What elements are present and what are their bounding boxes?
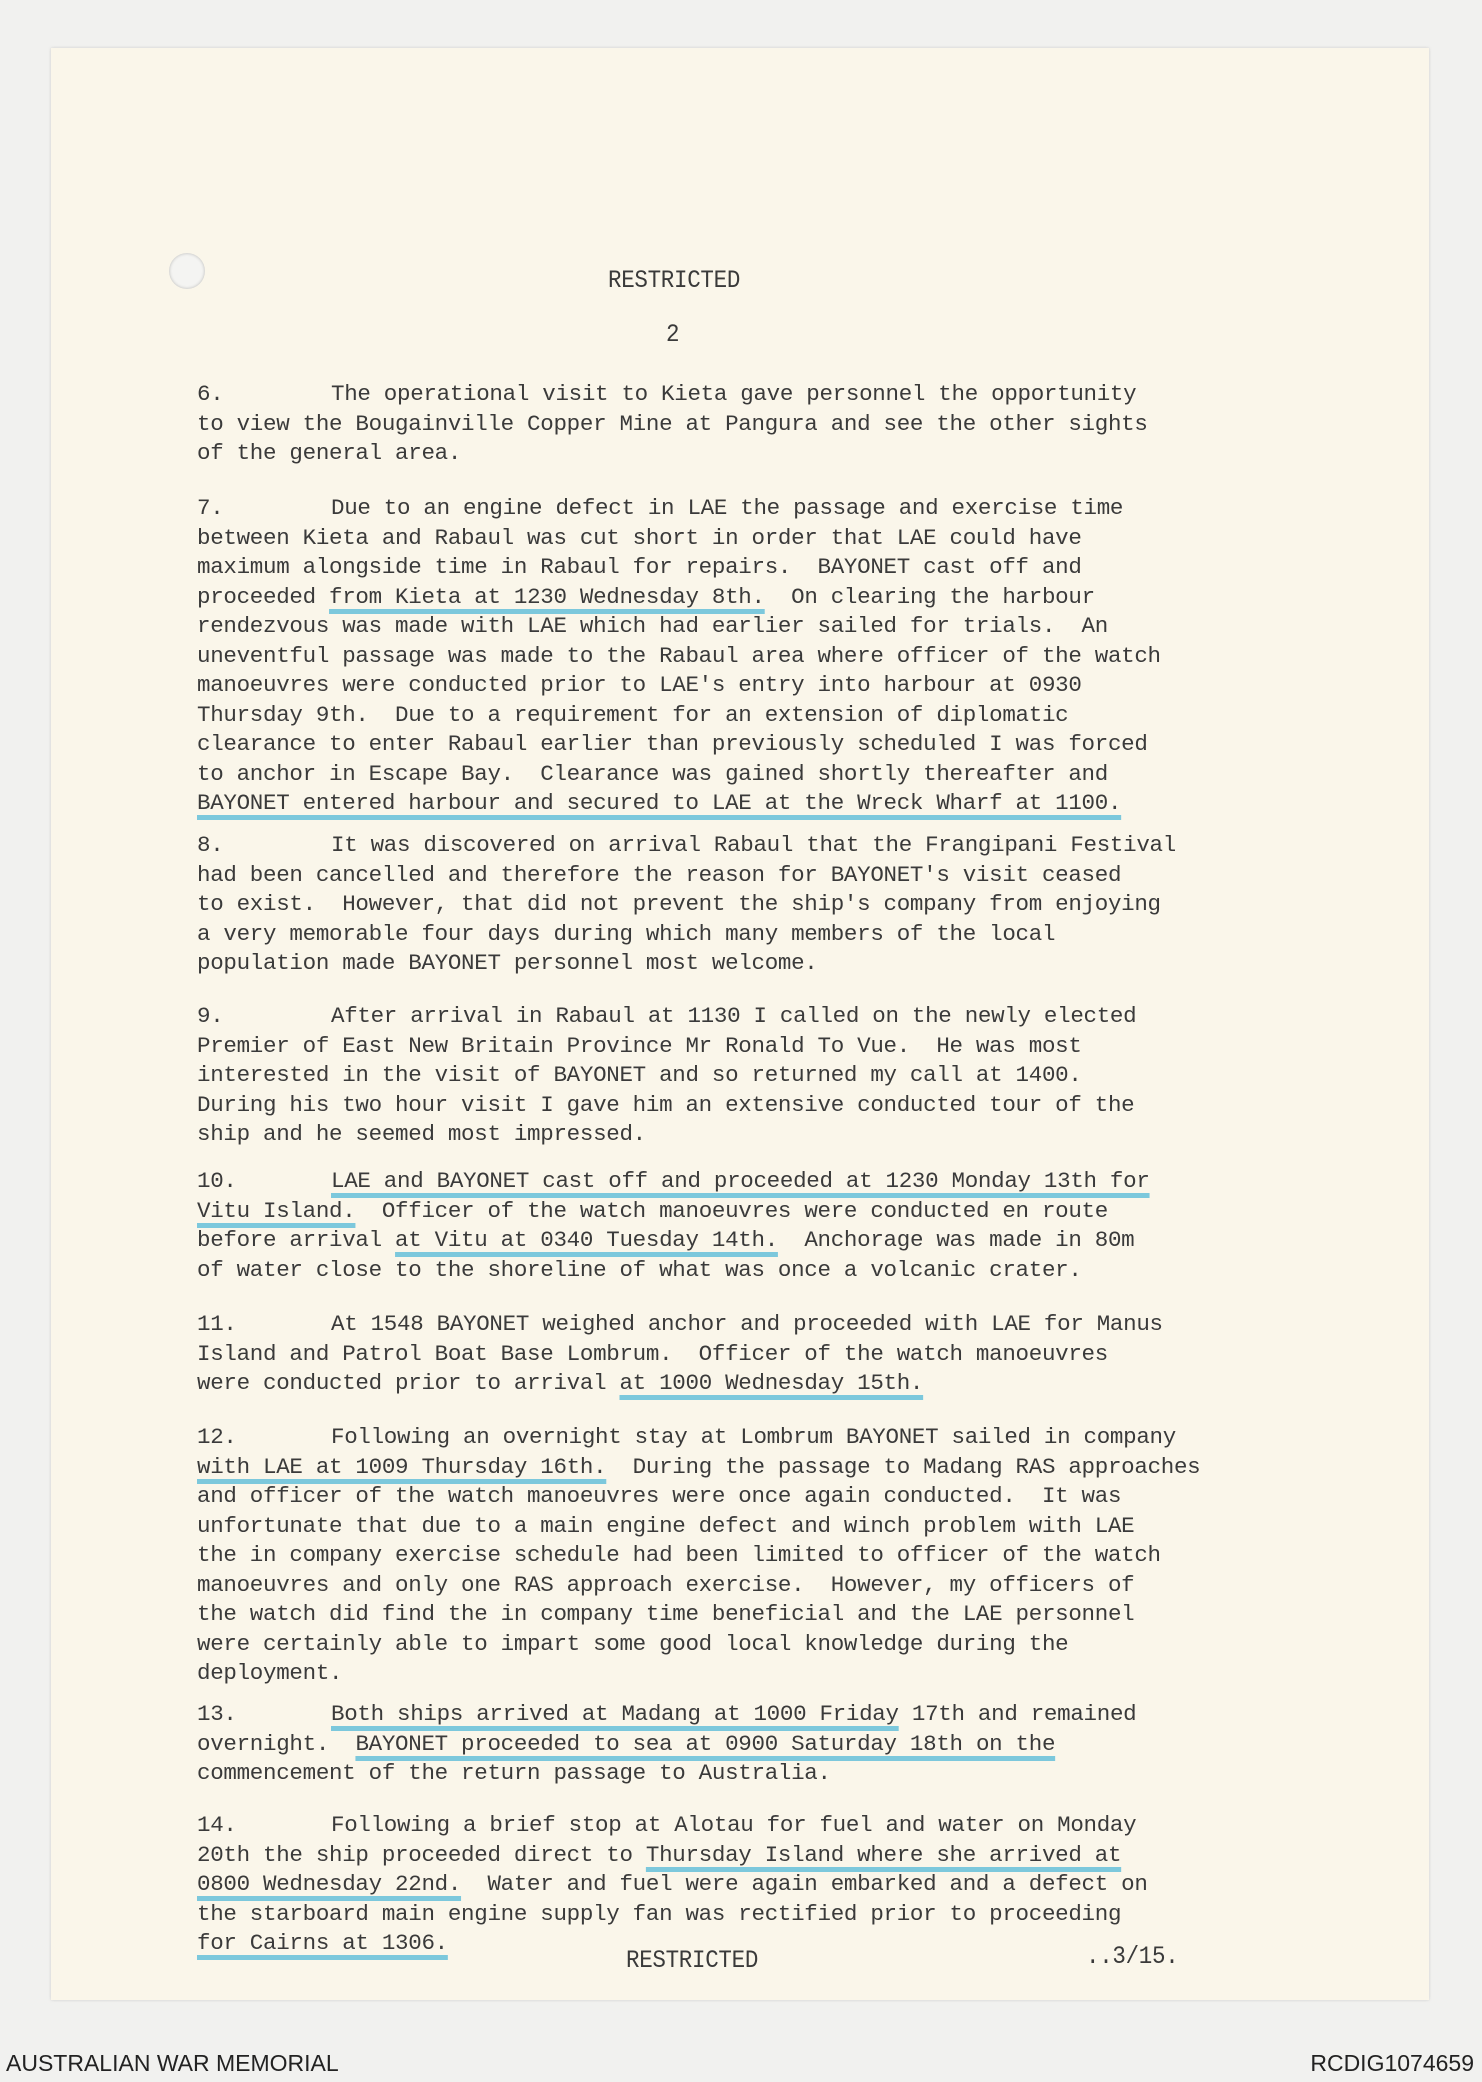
highlighted-text: LAE and BAYONET cast off and proceeded at 1230 Monday 13th for [331, 1168, 1150, 1194]
text-line [197, 1900, 1148, 1930]
text-line [197, 1120, 1136, 1150]
text-line [197, 1571, 1200, 1601]
text-segment: maximum alongside time in Rabaul for repairs. BAYONET cast off and [197, 554, 1082, 580]
text-segment: Due to an engine defect in LAE the passage and exercise time [331, 495, 1124, 521]
text-line [197, 789, 1161, 819]
text-line [197, 1453, 1200, 1483]
paragraph-number: 6. [197, 381, 224, 407]
text-segment: Thursday 9th. Due to a requirement for an extension of diplomatic [197, 701, 1069, 728]
text-line [197, 1541, 1200, 1571]
paragraph [197, 831, 1176, 979]
footer-marking: RESTRICTED [626, 1946, 759, 1975]
text-line [197, 642, 1161, 672]
text-segment: the watch did find the in company time beneficial and the LAE personnel [197, 1601, 1135, 1627]
text-segment: 17th and remained [898, 1701, 1137, 1727]
text-line [197, 760, 1161, 790]
paragraph [197, 1423, 1200, 1689]
paragraph-number: 14. [197, 1812, 237, 1838]
text-segment: Officer of the watch manoeuvres were conducted en route [355, 1197, 1108, 1224]
text-segment: deployment. [197, 1660, 343, 1686]
text-segment: Following a brief stop at Alotau for fuel and water on Monday [331, 1812, 1137, 1838]
text-segment: clearance to enter Rabaul earlier than previously scheduled I was forced [197, 731, 1148, 757]
text-line [197, 1870, 1148, 1900]
highlighted-text: BAYONET proceeded to sea at 0900 Saturday 18th on the [355, 1730, 1056, 1757]
text-line [197, 861, 1176, 891]
text-segment: Anchorage was made in 80m [777, 1227, 1135, 1253]
text-segment: a very memorable four days during which many members of the local [197, 920, 1056, 947]
paragraph-number: 11. [197, 1311, 237, 1337]
text-line [197, 701, 1161, 731]
highlighted-text: Vitu Island. [197, 1197, 356, 1224]
text-segment: Water and fuel were again embarked and a defect on [461, 1871, 1148, 1897]
highlighted-text: 0800 Wednesday 22nd. [197, 1871, 462, 1897]
header-marking: RESTRICTED [608, 266, 741, 295]
text-segment: population made BAYONET personnel most welcome. [197, 950, 818, 976]
text-segment: It was discovered on arrival Rabaul that the Frangipani Festival [331, 832, 1176, 858]
text-line [197, 1256, 1150, 1286]
paragraph-number: 13. [197, 1701, 237, 1727]
paragraph [197, 380, 1148, 469]
text-segment: the in company exercise schedule had been limited to officer of the watch [197, 1542, 1161, 1568]
paragraph [197, 1700, 1136, 1789]
text-segment: On clearing the harbour [764, 583, 1095, 610]
text-segment: Island and Patrol Boat Base Lombrum. Officer of the watch manoeuvres [197, 1340, 1108, 1367]
text-line [197, 612, 1161, 642]
text-segment: and officer of the watch manoeuvres were once again conducted. It was [197, 1483, 1122, 1509]
text-line [197, 1002, 1136, 1032]
text-segment: rendezvous was made with LAE which had earlier sailed for trials. An [197, 613, 1108, 639]
text-segment: interested in the visit of BAYONET and so returned my call at 1400. [197, 1062, 1082, 1088]
text-line [197, 1369, 1163, 1399]
text-line [197, 1811, 1148, 1841]
text-line [197, 1759, 1136, 1789]
text-segment: were certainly able to impart some good local knowledge during the [197, 1630, 1069, 1657]
text-line [197, 1226, 1150, 1256]
highlighted-text: Thursday Island where she arrived at [645, 1841, 1122, 1868]
text-line [197, 1841, 1148, 1871]
text-line [197, 410, 1148, 440]
paragraph [197, 1310, 1163, 1399]
paragraph [197, 1811, 1148, 1959]
text-segment: of the general area. [197, 440, 462, 466]
paragraph-number: 7. [197, 495, 224, 521]
text-line [197, 831, 1176, 861]
highlighted-text: for Cairns at 1306. [197, 1930, 448, 1956]
text-line [197, 1659, 1200, 1689]
paragraph-number: 12. [197, 1424, 237, 1450]
paragraph-number: 8. [197, 832, 224, 858]
highlighted-text: from Kieta at 1230 Wednesday 8th. [329, 583, 765, 610]
paragraph [197, 1167, 1150, 1285]
text-segment: The operational visit to Kieta gave personnel the opportunity [331, 381, 1137, 407]
text-line [197, 1032, 1136, 1062]
text-segment: At 1548 BAYONET weighed anchor and proceeded with LAE for Manus [331, 1311, 1163, 1337]
text-segment: commencement of the return passage to Australia. [197, 1760, 831, 1786]
text-line [197, 439, 1148, 469]
text-segment: to anchor in Escape Bay. Clearance was gained shortly thereafter and [197, 760, 1108, 787]
paragraph [197, 1002, 1136, 1150]
text-segment: manoeuvres were conducted prior to LAE's entry into harbour at 0930 [197, 672, 1082, 698]
caption-left: AUSTRALIAN WAR MEMORIAL [6, 2050, 339, 2076]
text-line [197, 1700, 1136, 1730]
continuation-marker: ..3/15. [1086, 1942, 1179, 1971]
highlighted-text: at Vitu at 0340 Tuesday 14th. [395, 1227, 778, 1253]
text-line [197, 730, 1161, 760]
text-segment: Premier of East New Britain Province Mr Ronald To Vue. He was most [197, 1032, 1082, 1059]
caption-right: RCDIG1074659 [1310, 2050, 1474, 2076]
text-line [197, 583, 1161, 613]
text-line [197, 1630, 1200, 1660]
text-segment: between Kieta and Rabaul was cut short in order that LAE could have [197, 524, 1082, 551]
paragraph-number: 10. [197, 1168, 237, 1194]
text-line [197, 1197, 1150, 1227]
punch-hole [169, 253, 205, 289]
text-line [197, 890, 1176, 920]
text-line [197, 524, 1161, 554]
text-line [197, 1061, 1136, 1091]
highlighted-text: at 1000 Wednesday 15th. [619, 1370, 924, 1396]
text-segment: to exist. However, that did not prevent the ship's company from enjoying [197, 891, 1161, 917]
text-line [197, 1091, 1136, 1121]
text-line [197, 671, 1161, 701]
text-line [197, 1730, 1136, 1760]
text-line [197, 553, 1161, 583]
text-segment: overnight. [197, 1730, 356, 1757]
text-segment: the starboard main engine supply fan was rectified prior to proceeding [197, 1900, 1122, 1927]
text-line [197, 1167, 1150, 1197]
text-segment: During the passage to Madang RAS approaches [606, 1453, 1201, 1480]
text-line [197, 949, 1176, 979]
text-line [197, 1482, 1200, 1512]
highlighted-text: BAYONET entered harbour and secured to LAE at the Wreck Wharf at 1100. [197, 790, 1122, 816]
text-segment: ship and he seemed most impressed. [197, 1121, 646, 1147]
paragraph-number: 9. [197, 1003, 224, 1029]
text-segment: Following an overnight stay at Lombrum BAYONET sailed in company [331, 1424, 1176, 1450]
text-segment: uneventful passage was made to the Rabaul area where officer of the watch [197, 642, 1161, 669]
highlighted-text: Both ships arrived at Madang at 1000 Friday [331, 1701, 899, 1727]
highlighted-text: with LAE at 1009 Thursday 16th. [197, 1453, 607, 1480]
text-segment: to view the Bougainville Copper Mine at Pangura and see the other sights [197, 410, 1148, 437]
text-segment: manoeuvres and only one RAS approach exercise. However, my officers of [197, 1571, 1135, 1598]
text-segment: were conducted prior to arrival [197, 1370, 620, 1396]
text-segment: 20th the ship proceeded direct to [197, 1841, 646, 1868]
text-segment: of water close to the shoreline of what was once a volcanic crater. [197, 1256, 1082, 1283]
text-line [197, 920, 1176, 950]
text-segment: After arrival in Rabaul at 1130 I called on the newly elected [331, 1003, 1137, 1029]
text-line [197, 1512, 1200, 1542]
text-line [197, 1423, 1200, 1453]
text-line [197, 1340, 1163, 1370]
text-line [197, 494, 1161, 524]
text-line [197, 1600, 1200, 1630]
text-segment: During his two hour visit I gave him an extensive conducted tour of the [197, 1091, 1135, 1118]
text-segment: had been cancelled and therefore the reason for BAYONET's visit ceased [197, 861, 1122, 888]
paragraph [197, 494, 1161, 819]
text-segment: proceeded [197, 583, 330, 610]
text-segment: unfortunate that due to a main engine defect and winch problem with LAE [197, 1512, 1135, 1539]
text-line [197, 1310, 1163, 1340]
text-segment: before arrival [197, 1227, 396, 1253]
text-line [197, 380, 1148, 410]
page-number: 2 [666, 320, 680, 349]
